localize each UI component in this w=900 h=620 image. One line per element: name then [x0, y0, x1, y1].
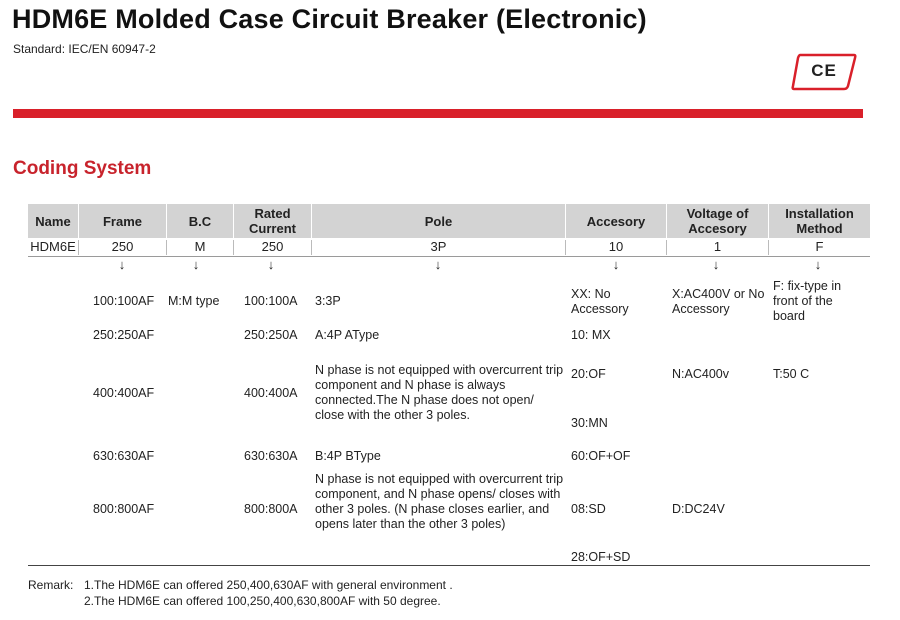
- pole-note: N phase is not equipped with overcurrent trip component and N phase is always connected.The N phase does not open/ close with the other 3 poles.: [315, 363, 564, 422]
- ce-mark-badge: [790, 52, 858, 92]
- frame-option: 100:100AF: [93, 294, 155, 308]
- example-row: [28, 238, 870, 257]
- col-rated-header: Rated Current: [249, 206, 296, 236]
- table-header: [28, 204, 870, 238]
- col-bc-header: B.C: [188, 213, 212, 229]
- rated-option: 630:630A: [244, 449, 298, 463]
- install-option: T:50 C: [773, 367, 810, 381]
- frame-option: 800:800AF: [93, 502, 155, 516]
- example-install: F: [815, 239, 824, 254]
- remark-label: Remark:: [28, 578, 74, 592]
- frame-option: 630:630AF: [93, 449, 155, 463]
- arrow-down-icon: ↓: [434, 257, 442, 272]
- bc-option: M:M type: [168, 294, 220, 308]
- install-option: F: fix-type in front of the board: [773, 279, 842, 323]
- frame-option: 250:250AF: [93, 328, 155, 342]
- accesory-option: 30:MN: [571, 416, 608, 430]
- voltage-option: D:DC24V: [672, 502, 725, 516]
- table-bottom-rule: [28, 565, 870, 566]
- page-title: HDM6E Molded Case Circuit Breaker (Electronic): [12, 4, 647, 34]
- accesory-option: 10: MX: [571, 328, 611, 342]
- col-name-header: Name: [35, 213, 71, 229]
- col-accesory-header: Accesory: [586, 213, 646, 229]
- rated-option: 100:100A: [244, 294, 298, 308]
- col-pole-header: Pole: [424, 213, 453, 229]
- pole-option: A:4P AType: [315, 328, 380, 342]
- voltage-option: N:AC400v: [672, 367, 729, 381]
- accesory-option: 28:OF+SD: [571, 550, 631, 564]
- example-rated: 250: [261, 239, 284, 254]
- pole-option: 3:3P: [315, 294, 341, 308]
- col-install-header: Installation Method: [785, 206, 854, 236]
- section-title: Coding System: [13, 158, 152, 179]
- col-voltage-header: Voltage of Accesory: [686, 206, 749, 236]
- example-bc: M: [194, 239, 206, 254]
- accesory-option: 08:SD: [571, 502, 606, 516]
- remark-item: 1.The HDM6E can offered 250,400,630AF with general environment .: [84, 578, 453, 592]
- standard-label: Standard: IEC/EN 60947-2: [13, 42, 156, 56]
- arrow-down-icon: ↓: [267, 257, 275, 272]
- example-name: HDM6E: [30, 239, 76, 254]
- pole-option: B:4P BType: [315, 449, 381, 463]
- arrow-down-icon: ↓: [192, 257, 200, 272]
- arrow-down-icon: ↓: [712, 257, 720, 272]
- example-voltage: 1: [713, 239, 722, 254]
- accent-bar: [13, 109, 863, 118]
- arrow-down-icon: ↓: [118, 257, 126, 272]
- example-accesory: 10: [608, 239, 624, 254]
- arrow-down-icon: ↓: [612, 257, 620, 272]
- rated-option: 250:250A: [244, 328, 298, 342]
- rated-option: 400:400A: [244, 386, 298, 400]
- example-frame: 250: [111, 239, 134, 254]
- accesory-option: XX: No Accessory: [571, 287, 629, 316]
- voltage-option: X:AC400V or No Accessory: [672, 287, 765, 316]
- accesory-option: 60:OF+OF: [571, 449, 631, 463]
- remark-item: 2.The HDM6E can offered 100,250,400,630,800AF with 50 degree.: [84, 594, 441, 608]
- col-frame-header: Frame: [102, 213, 143, 229]
- ce-mark: CE: [811, 61, 837, 80]
- rated-option: 800:800A: [244, 502, 298, 516]
- frame-option: 400:400AF: [93, 386, 155, 400]
- pole-note: N phase is not equipped with overcurrent trip component, and N phase opens/ closes with other 3 poles. (N phase closes earlier, and opens later than the other 3 poles): [315, 472, 564, 531]
- arrow-down-icon: ↓: [814, 257, 822, 272]
- example-pole: 3P: [430, 239, 447, 254]
- accesory-option: 20:OF: [571, 367, 606, 381]
